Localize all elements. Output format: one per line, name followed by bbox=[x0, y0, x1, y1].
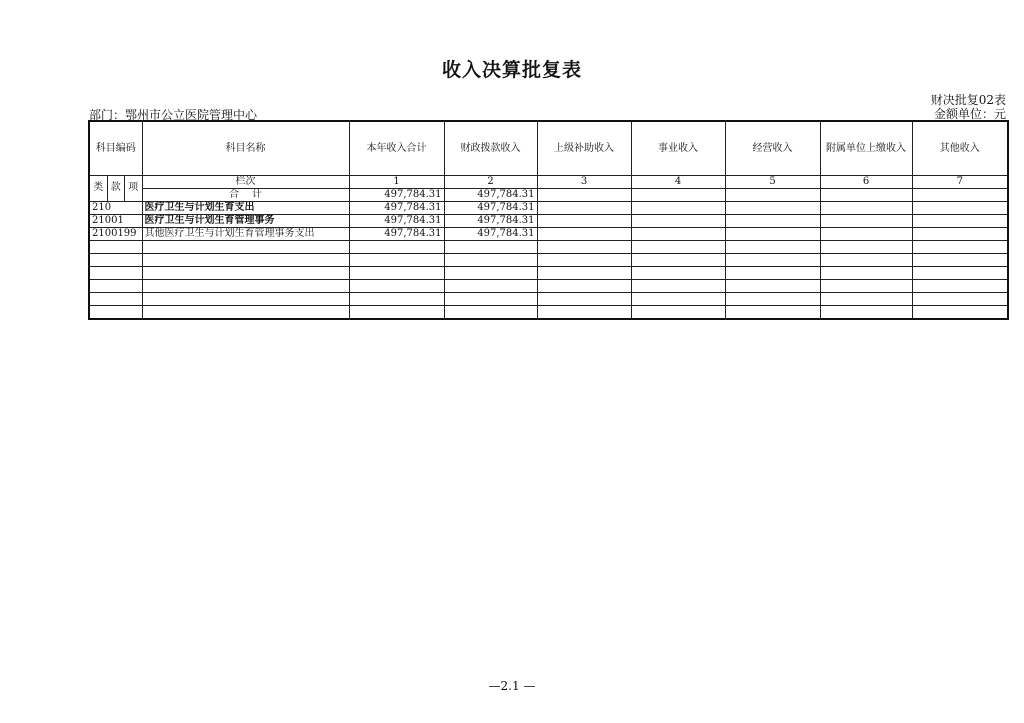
lanci-row bbox=[89, 176, 1008, 189]
lanci-2: 2 bbox=[444, 176, 537, 189]
page-title: 收入决算批复表 bbox=[441, 59, 582, 81]
row-code: 21001 bbox=[89, 215, 142, 228]
header-c1: 本年收入合计 bbox=[349, 121, 444, 176]
sub-header-kuan: 款 bbox=[108, 176, 126, 201]
lanci-1: 1 bbox=[349, 176, 444, 189]
empty-row bbox=[89, 306, 1008, 320]
table-row bbox=[89, 202, 1008, 215]
lanci-3: 3 bbox=[537, 176, 631, 189]
table-row bbox=[89, 215, 1008, 228]
lanci-6: 6 bbox=[820, 176, 912, 189]
header-c6: 附属单位上缴收入 bbox=[820, 121, 912, 176]
header-name: 科目名称 bbox=[142, 121, 349, 176]
lanci-4: 4 bbox=[631, 176, 725, 189]
header-c2: 财政拨款收入 bbox=[444, 121, 537, 176]
row-c1: 497,784.31 bbox=[349, 202, 444, 215]
row-c1: 497,784.31 bbox=[349, 228, 444, 241]
sub-header-lei: 类 bbox=[90, 176, 108, 201]
header-c4: 事业收入 bbox=[631, 121, 725, 176]
header-c3: 上级补助收入 bbox=[537, 121, 631, 176]
lanci-5: 5 bbox=[725, 176, 820, 189]
header-row bbox=[89, 121, 1008, 176]
header-c7: 其他收入 bbox=[912, 121, 1008, 176]
row-name: 医疗卫生与计划生育管理事务 bbox=[142, 215, 349, 228]
row-name: 其他医疗卫生与计划生育管理事务支出 bbox=[142, 228, 349, 241]
empty-row bbox=[89, 254, 1008, 267]
row-code: 210 bbox=[89, 202, 142, 215]
code-sub-header bbox=[89, 176, 142, 202]
form-number: 财决批复02表 bbox=[930, 93, 1006, 107]
total-c2: 497,784.31 bbox=[444, 189, 537, 202]
row-c2: 497,784.31 bbox=[444, 228, 537, 241]
empty-row bbox=[89, 293, 1008, 306]
income-table bbox=[88, 120, 1009, 320]
total-c1: 497,784.31 bbox=[349, 189, 444, 202]
sub-header-xiang: 项 bbox=[128, 182, 139, 193]
total-row bbox=[89, 189, 1008, 202]
header-c5: 经营收入 bbox=[725, 121, 820, 176]
lanci-label: 栏次 bbox=[142, 176, 349, 189]
empty-row bbox=[89, 267, 1008, 280]
row-name: 医疗卫生与计划生育支出 bbox=[142, 202, 349, 215]
total-label: 合 计 bbox=[142, 189, 349, 202]
table-row bbox=[89, 228, 1008, 241]
empty-row bbox=[89, 280, 1008, 293]
row-code: 2100199 bbox=[89, 228, 142, 241]
department-label: 部门：鄂州市公立医院管理中心 bbox=[89, 108, 258, 122]
header-code: 科目编码 bbox=[89, 121, 142, 176]
empty-row bbox=[89, 241, 1008, 254]
row-c2: 497,784.31 bbox=[444, 202, 537, 215]
lanci-7: 7 bbox=[912, 176, 1008, 189]
page-number: —2.1 — bbox=[488, 679, 536, 693]
row-c2: 497,784.31 bbox=[444, 215, 537, 228]
amount-unit: 金额单位：元 bbox=[933, 107, 1006, 121]
row-c1: 497,784.31 bbox=[349, 215, 444, 228]
